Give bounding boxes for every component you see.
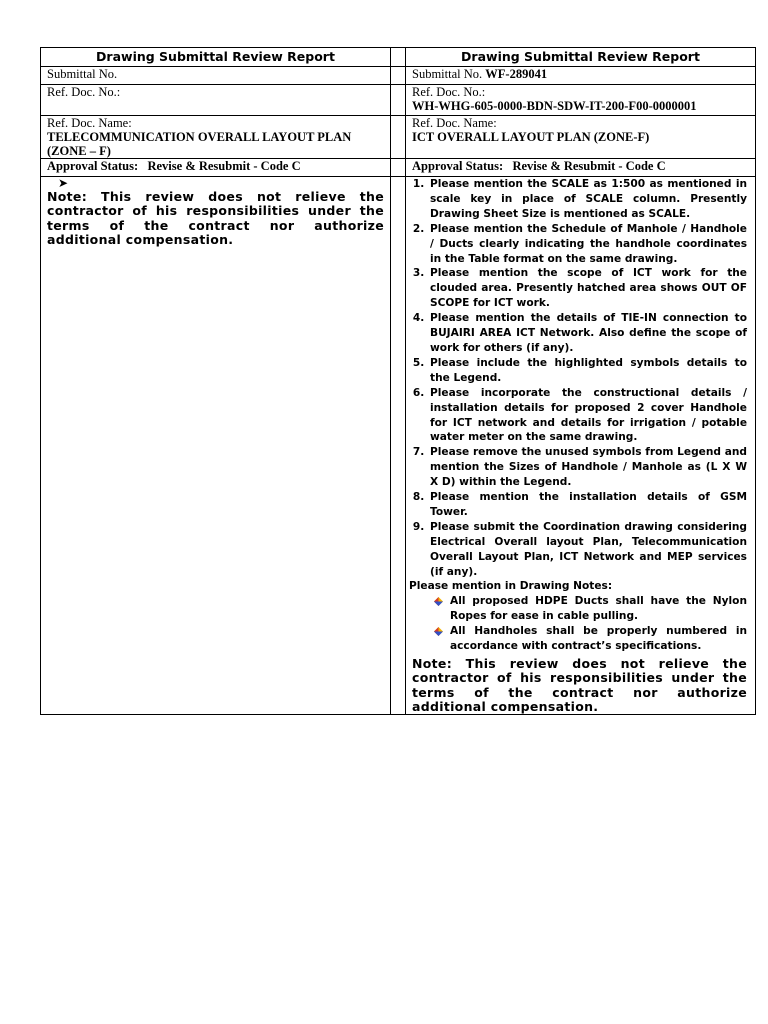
list-item: 7. Please remove the unused symbols from Legend and mention the Sizes of Handhole / Manhole as (L X W X D) within the Legend. — [428, 445, 747, 490]
review-report-table — [40, 47, 756, 715]
review-comments-list — [412, 177, 747, 579]
left-ref-doc-no-cell — [41, 85, 391, 116]
list-item: 8. Please mention the installation details of GSM Tower. — [428, 490, 747, 520]
right-ref-doc-no-label: Ref. Doc. No.: — [412, 85, 486, 99]
right-approval-label: Approval Status: — [412, 159, 504, 173]
right-submittal-cell — [406, 67, 756, 85]
diamond-bullet-icon — [434, 597, 443, 606]
left-ref-doc-name-label: Ref. Doc. Name: — [47, 116, 132, 130]
left-comments-cell — [41, 177, 391, 715]
left-ref-doc-no-label: Ref. Doc. No.: — [47, 85, 121, 99]
list-item: 1. Please mention the SCALE as 1:500 as mentioned in scale key in place of SCALE column. Presently Drawing Sheet Size is mentioned as SCALE. — [428, 177, 747, 222]
right-disclaimer-note: Note: This review does not relieve the contractor of his responsibilities under the terms of the contract nor authorize additional compensation. — [412, 656, 747, 714]
right-ref-doc-name: ICT OVERALL LAYOUT PLAN (ZONE-F) — [412, 130, 650, 144]
right-ref-doc-name-cell — [406, 116, 756, 159]
right-approval-status: Revise & Resubmit - Code C — [512, 159, 666, 173]
right-ref-doc-name-label: Ref. Doc. Name: — [412, 116, 497, 130]
ref-doc-number: WH-WHG-605-0000-BDN-SDW-IT-200-F00-0000001 — [412, 99, 697, 113]
left-submittal-cell — [41, 67, 391, 85]
right-comments-cell — [406, 177, 756, 715]
left-approval-label: Approval Status: — [47, 159, 139, 173]
left-header: Drawing Submittal Review Report — [41, 48, 391, 67]
left-disclaimer-note: Note: This review does not relieve the contractor of his responsibilities under the terms of the contract nor authorize additional compensation. — [47, 189, 384, 247]
list-item: 2. Please mention the Schedule of Manhole / Handhole / Ducts clearly indicating the handhole coordinates in the Table format on the same drawing. — [428, 222, 747, 267]
list-item: 9. Please submit the Coordination drawing considering Electrical Overall layout Plan, Telecommunication Overall Layout Plan, ICT Network and MEP services (if any). — [428, 520, 747, 580]
submittal-number: WF-289041 — [485, 67, 548, 81]
column-divider — [391, 48, 406, 67]
list-item: All Handholes shall be properly numbered in accordance with contract’s specifications. — [432, 624, 747, 654]
left-approval-status: Revise & Resubmit - Code C — [147, 159, 301, 173]
left-approval-cell — [41, 159, 391, 177]
right-approval-cell — [406, 159, 756, 177]
drawing-notes-title: Please mention in Drawing Notes: — [409, 580, 613, 593]
right-submittal-label: Submittal No. — [412, 67, 483, 81]
drawing-notes-list — [412, 594, 747, 654]
diamond-bullet-icon — [434, 627, 443, 636]
list-item: 6. Please incorporate the constructional details / installation details for proposed 2 cover Handhole for ICT network and details for irrigation / potable water meter on the same drawing. — [428, 386, 747, 446]
right-ref-doc-no-cell — [406, 85, 756, 116]
right-header: Drawing Submittal Review Report — [406, 48, 756, 67]
list-item: All proposed HDPE Ducts shall have the Nylon Ropes for ease in cable pulling. — [432, 594, 747, 624]
left-submittal-label: Submittal No. — [47, 67, 118, 81]
list-item: 4. Please mention the details of TIE-IN connection to BUJAIRI AREA ICT Network. Also define the scope of work for others (if any). — [428, 311, 747, 356]
arrow-bullet-icon: ➤ — [58, 176, 69, 190]
list-item: 5. Please include the highlighted symbols details to the Legend. — [428, 356, 747, 386]
list-item: 3. Please mention the scope of ICT work for the clouded area. Presently hatched area shows OUT OF SCOPE for ICT work. — [428, 266, 747, 311]
left-ref-doc-name-cell — [41, 116, 391, 159]
left-ref-doc-name: TELECOMMUNICATION OVERALL LAYOUT PLAN (ZONE – F) — [47, 130, 352, 158]
